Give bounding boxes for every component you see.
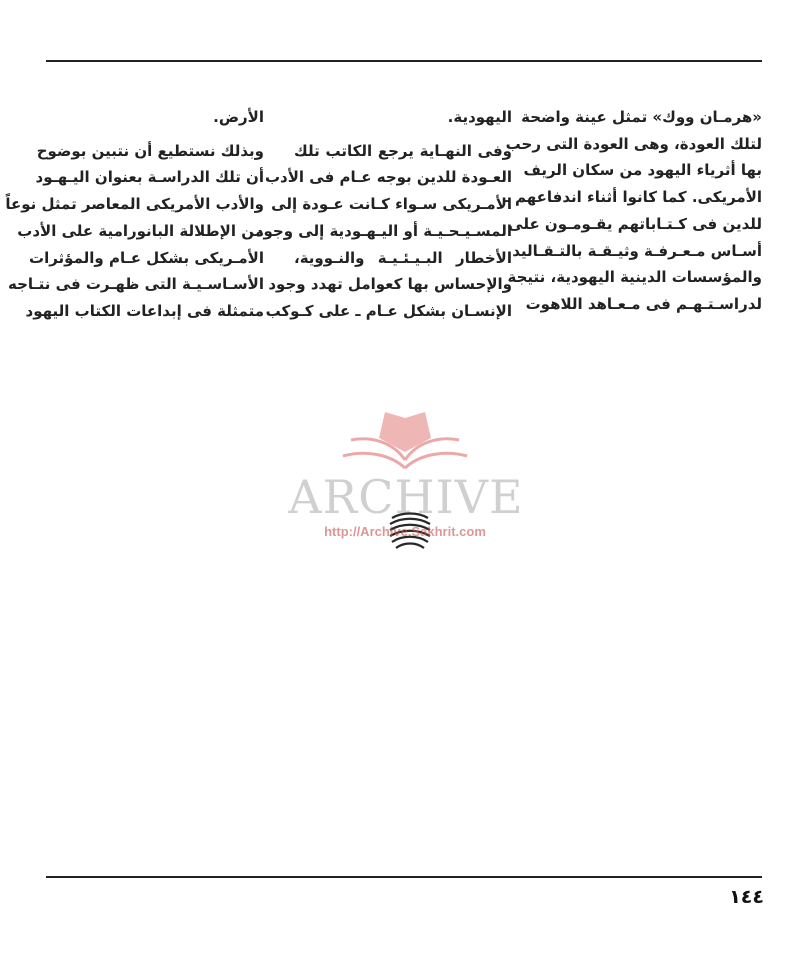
book-page-left <box>343 453 405 468</box>
column-line: لتلك العودة، وهى العودة التى رحب <box>505 134 762 153</box>
column-line: أسـاس مـعـرفـة وثيـقـة بالتـقـاليد <box>512 241 762 260</box>
text-column-right <box>504 104 762 318</box>
column-line: العـودة للدين بوجه عـام فى الأدب <box>264 168 512 187</box>
top-rule <box>46 60 762 62</box>
watermark-url: http://Archive.Sakhrit.com <box>324 524 486 539</box>
column-line: الأمـريكى سـواء كـانت عـودة إلى <box>271 195 512 214</box>
watermark-title: ARCHIVE <box>288 470 524 524</box>
column-line: بها أثرياء اليهود من سكان الريف <box>523 161 762 180</box>
column-line: والأدب الأمريكى المعاصر تمثل نوعاً <box>5 195 264 214</box>
column-line: الإنسـان بشكل عـام ـ على كـوكب <box>265 301 512 320</box>
book-page-right <box>405 453 467 468</box>
column-line: المسـيـحـيـة أو اليـهـودية إلى وجود <box>255 221 512 240</box>
column-heading-line: اليهودية. <box>447 108 512 126</box>
bottom-rule <box>46 876 762 878</box>
column-line: والإحساس بها كعوامل تهدد وجود <box>268 275 512 294</box>
column-line: من الإطلالة البانورامية على الأدب <box>17 221 264 240</box>
page-number: ١٤٤ <box>729 886 764 908</box>
column-line: لدراسـتـهـم فى مـعـاهد اللاهوت <box>525 294 762 313</box>
column-line: متمثلة فى إبداعات الكتاب اليهود <box>25 301 264 320</box>
column-line: أن تلك الدراسـة بعنوان اليـهـود <box>35 168 264 187</box>
column-line: الأخطار البـيـئـيـة والنـووية، <box>294 248 512 267</box>
column-line: وفى النهـاية يرجع الكاتب تلك <box>294 141 512 160</box>
column-line: والمؤسسات الدينية اليهودية، نتيجة <box>507 268 762 287</box>
column-line: الأسـاسـيـة التى ظهـرت فى نتـاجه <box>8 275 264 294</box>
column-line: الأمريكى. كما كانوا أثناء اندفاعهم ـ <box>504 188 762 207</box>
column-line: «هرمـان ووك» تمثل عينة واضحة <box>521 108 762 126</box>
text-column-left <box>5 104 264 325</box>
column-line: الأمـريكى بشكل عـام والمؤثرات <box>29 248 264 267</box>
column-line: وبذلك نستطيع أن نتبين بوضوح <box>36 141 264 160</box>
column-heading-line: الأرض. <box>213 108 264 126</box>
open-book-icon <box>335 410 475 472</box>
text-column-middle <box>255 104 512 325</box>
column-line: للدين فى كـتـاباتهم يقـومـون على <box>508 214 762 233</box>
archive-watermark <box>270 410 540 570</box>
